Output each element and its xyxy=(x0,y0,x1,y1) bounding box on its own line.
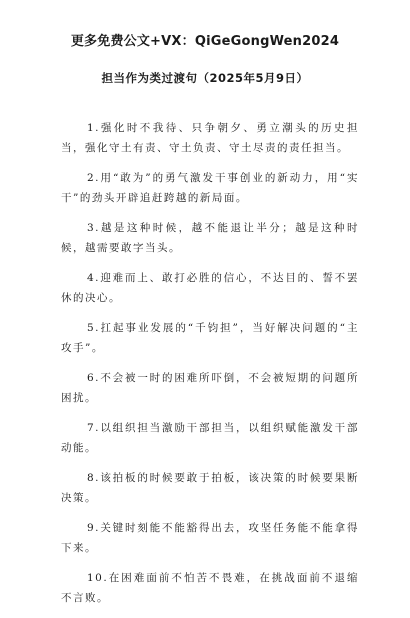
list-item: 7.以组织担当激励干部担当，以组织赋能激发干部动能。 xyxy=(61,422,359,454)
sentence-list xyxy=(61,118,359,618)
list-item: 3.越是这种时候，越不能退让半分；越是这种时候，越需要敢字当头。 xyxy=(61,222,359,254)
list-item: 2.用“敢为”的勇气激发干事创业的新动力，用“实干”的劲头开辟追赶跨越的新局面。 xyxy=(61,172,359,204)
list-item: 10.在困难面前不怕苦不畏难，在挑战面前不退缩不言败。 xyxy=(61,572,359,604)
list-item: 1.强化时不我待、只争朝夕、勇立潮头的历史担当，强化守土有责、守土负责、守土尽责的责任担当。 xyxy=(61,122,359,154)
promo-header: 更多免费公文+VX：QiGeGongWen2024 xyxy=(70,34,340,49)
list-item: 4.迎难而上、敢打必胜的信心，不达目的、誓不罢休的决心。 xyxy=(61,272,359,304)
list-item: 8.该拍板的时候要敢于拍板，该决策的时候要果断决策。 xyxy=(61,472,359,504)
list-item: 9.关键时刻能不能豁得出去，攻坚任务能不能拿得下来。 xyxy=(61,522,359,554)
list-item: 6.不会被一时的困难所吓倒，不会被短期的问题所困扰。 xyxy=(61,372,359,404)
list-item: 5.扛起事业发展的“千钧担”，当好解决问题的“主攻手”。 xyxy=(61,322,359,354)
document-title: 担当作为类过渡句（2025年5月9日） xyxy=(101,71,309,85)
